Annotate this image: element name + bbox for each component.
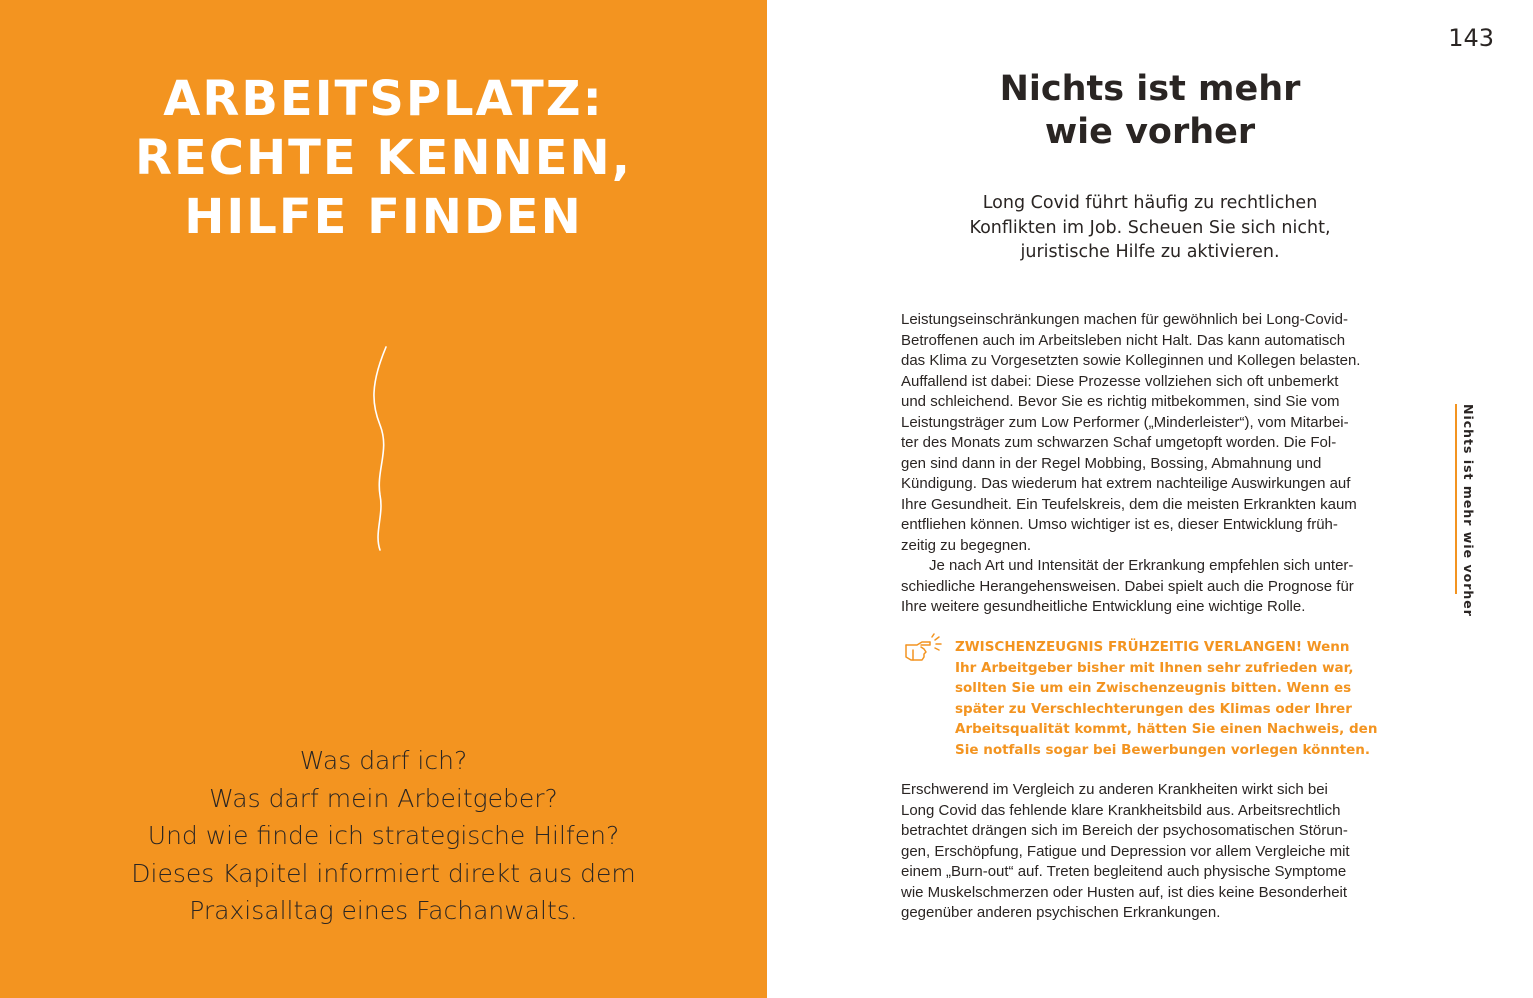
squiggle-line — [360, 345, 410, 555]
lead-paragraph — [900, 191, 1400, 265]
page-number: 143 — [1448, 24, 1494, 52]
side-tab-label: Nichts ist mehr wie vorher — [1461, 404, 1476, 617]
body-line: Long Covid das fehlende klare Krankheitsbild aus. Arbeitsrechtlich — [901, 801, 1341, 819]
body-line: Leistungseinschränkungen machen für gewöhnlich bei Long-Covid- — [901, 311, 1348, 328]
body-line: Ihre Gesundheit. Ein Teufelskreis, dem die meisten Erkrankten kaum — [901, 495, 1357, 513]
body-line: betrachtet drängen sich im Bereich der psychosomatischen Störun- — [901, 822, 1348, 839]
intro-line: Praxisalltag eines Fachanwalts. — [189, 896, 578, 925]
body-line: gen sind dann in der Regel Mobbing, Bossing, Abmahnung und — [901, 454, 1322, 472]
side-tab — [1455, 404, 1476, 617]
body-line: gegenüber anderen psychischen Erkrankungen. — [901, 904, 1221, 921]
tip-line: später zu Verschlechterungen des Klimas oder Ihrer — [955, 700, 1352, 717]
chapter-intro — [20, 742, 747, 930]
tip-line: ZWISCHENZEUGNIS FRÜHZEITIG VERLANGEN! Wenn — [955, 639, 1350, 655]
body-line: Leistungsträger zum Low Performer („Minderleister“), vom Mitarbei- — [901, 413, 1349, 431]
body-paragraph-2 — [901, 780, 1401, 924]
tip-line: Ihr Arbeitgeber bisher mit Ihnen sehr zufrieden war, — [955, 659, 1354, 676]
chapter-title-line: RECHTE KENNEN, — [135, 130, 632, 186]
body-line: wie Muskelschmerzen oder Husten auf, ist dies keine Besonderheit — [901, 883, 1348, 901]
section-title-line: wie vorher — [1044, 112, 1256, 152]
body-line: und schleichend. Bevor Sie es richtig mitbekommen, sind Sie vom — [901, 393, 1340, 410]
pointing-hand-icon — [903, 633, 945, 663]
tip-line: sollten Sie um ein Zwischenzeugnis bitten. Wenn es — [955, 680, 1352, 696]
section-title — [900, 68, 1400, 154]
tip-line: Arbeitsqualität kommt, hätten Sie einen Nachweis, den — [955, 721, 1378, 737]
intro-line: Was darf mein Arbeitgeber? — [209, 783, 558, 813]
tip-box — [955, 637, 1405, 760]
intro-line: Und wie finde ich strategische Hilfen? — [147, 821, 620, 850]
lead-line: Long Covid führt häufig zu rechtlichen — [982, 193, 1318, 213]
chapter-title-line: ARBEITSPLATZ: — [163, 71, 604, 127]
section-title-line: Nichts ist mehr — [999, 69, 1301, 109]
chapter-title — [20, 70, 747, 247]
body-line: gen, Erschöpfung, Fatigue und Depression vor allem Vergleiche mit — [901, 842, 1350, 860]
body-line: entfliehen können. Umso wichtiger ist es, dieser Entwicklung früh- — [901, 516, 1338, 533]
intro-line: Dieses Kapitel informiert direkt aus dem — [131, 858, 636, 888]
body-line: Auffallend ist dabei: Diese Prozesse vollziehen sich oft unbemerkt — [901, 372, 1339, 390]
lead-line: Konflikten im Job. Scheuen Sie sich nicht, — [969, 217, 1331, 238]
intro-line: Was darf ich? — [299, 746, 468, 775]
body-line: Erschwerend im Vergleich zu anderen Krankheiten wirkt sich bei — [901, 781, 1328, 798]
body-line: zeitig zu begegnen. — [901, 536, 1032, 554]
tip-line: Sie notfalls sogar bei Bewerbungen vorlegen könnten. — [955, 741, 1370, 758]
chapter-title-line: HILFE FINDEN — [184, 189, 583, 245]
body-line: das Klima zu Vorgesetzten sowie Kolleginnen und Kollegen belasten. — [901, 352, 1361, 369]
body-line: Kündigung. Das wiederum hat extrem nachteilige Auswirkungen auf — [901, 475, 1351, 492]
body-line: schiedliche Herangehensweisen. Dabei spielt auch die Prognose für — [901, 577, 1354, 595]
body-paragraph-1 — [901, 310, 1401, 618]
lead-line: juristische Hilfe zu aktivieren. — [1020, 242, 1280, 262]
body-line: einem „Burn-out“ auf. Treten begleitend auch physische Symptome — [901, 863, 1347, 880]
body-line: ter des Monats zum schwarzen Schaf umgetopft worden. Die Fol- — [901, 434, 1337, 451]
body-line: Je nach Art und Intensität der Erkrankung empfehlen sich unter- — [929, 557, 1354, 574]
body-line: Ihre weitere gesundheitliche Entwicklung eine wichtige Rolle. — [901, 598, 1306, 615]
body-line: Betroffenen auch im Arbeitsleben nicht Halt. Das kann automatisch — [901, 331, 1346, 349]
